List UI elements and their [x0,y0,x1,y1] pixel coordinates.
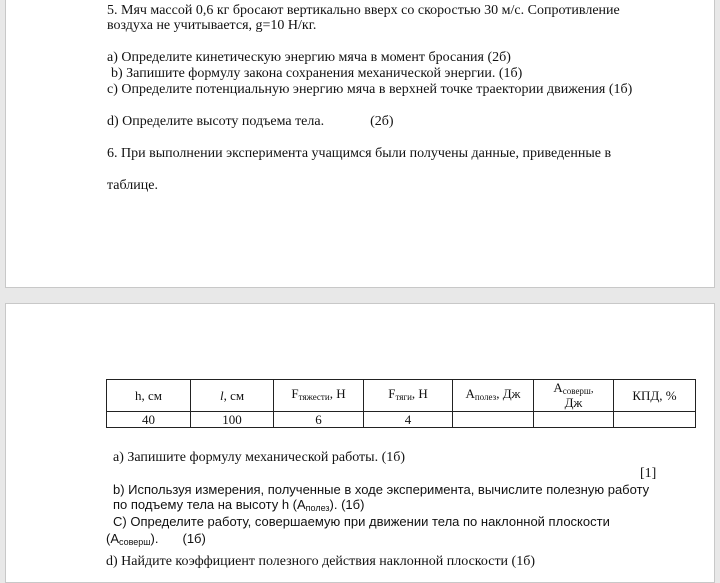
header-efficiency: КПД, % [614,380,696,412]
task-d: d) Найдите коэффициент полезного действия наклонной плоскости (1б) [106,554,535,569]
header-h: h, см [107,380,191,412]
useful-work-subscript: полез [474,392,497,402]
task-b-subscript: полез [305,503,330,513]
task-a: a) Запишите формулу механической работы. (1б) [113,450,406,465]
q5-item-d-text: d) Определите высоту подъема тела. [107,114,325,129]
task-b-line-2-text: по подъему тела на высоту h (A [113,497,306,512]
task-c-points: (1б) [182,531,206,546]
q6-text-line-1: 6. При выполнении эксперимента учащимся были получены данные, приведенные в [107,146,612,161]
table-row [107,412,696,428]
experiment-table [106,379,696,428]
q5-item-d [107,114,394,130]
page-1 [5,0,715,288]
score-note: [1] [640,466,657,481]
header-useful-work [453,380,534,412]
q5-text-line-1: 5. Мяч массой 0,6 кг бросают вертикально вверх со скоростью 30 м/с. Сопротивление [107,3,620,18]
traction-force-subscript: тяги [395,392,412,402]
q5-item-d-points: (2б) [370,114,394,129]
total-work-symbol: A [553,380,563,395]
useful-work-unit: , Дж [496,386,521,401]
q5-item-b: b) Запишите формулу закона сохранения механической энергии. (1б) [111,66,523,81]
page-2 [5,303,715,583]
table-header-row [107,380,696,412]
length-symbol: l [219,387,224,403]
cell-efficiency [614,412,696,428]
cell-h: 40 [107,412,191,428]
cell-gravity-force: 6 [274,412,364,428]
q6-text-line-2: таблице. [107,178,158,193]
cell-total-work [534,412,614,428]
task-b-line-1: b) Используя измерения, полученные в ходе эксперимента, вычислите полезную работу [113,482,650,497]
cell-traction-force: 4 [364,412,453,428]
q5-text-line-2: воздуха не учитывается, g=10 Н/кг. [107,18,317,33]
total-work-comma: , [590,383,594,395]
q5-item-c: c) Определите потенциальную энергию мяча в верхней точке траектории движения (1б) [107,82,633,97]
task-b-line-2-end: ). (1б) [329,497,365,512]
q5-item-a: a) Определите кинетическую энергию мяча в момент бросания (2б) [107,50,511,65]
header-length [191,380,274,412]
task-c-line-2 [106,531,206,550]
gravity-force-subscript: тяжести [298,392,330,402]
cell-length: 100 [191,412,274,428]
header-total-work [534,380,614,412]
task-c-line-2-open: (A [106,531,119,546]
total-work-unit: Дж [564,395,583,410]
traction-force-symbol: F [388,386,396,401]
total-work-subscript: соверш [562,386,591,396]
header-gravity-force [274,380,364,412]
task-c-line-1: C) Определите работу, совершаемую при движении тела по наклонной плоскости [113,514,610,529]
length-unit: , см [223,387,245,403]
task-c-subscript: соверш [119,537,151,547]
header-traction-force [364,380,453,412]
traction-force-unit: , Н [411,386,428,401]
gravity-force-symbol: F [291,386,299,401]
gravity-force-unit: , Н [329,386,346,401]
useful-work-symbol: A [465,386,475,401]
task-c-line-2-close: ). [150,531,159,546]
cell-useful-work [453,412,534,428]
